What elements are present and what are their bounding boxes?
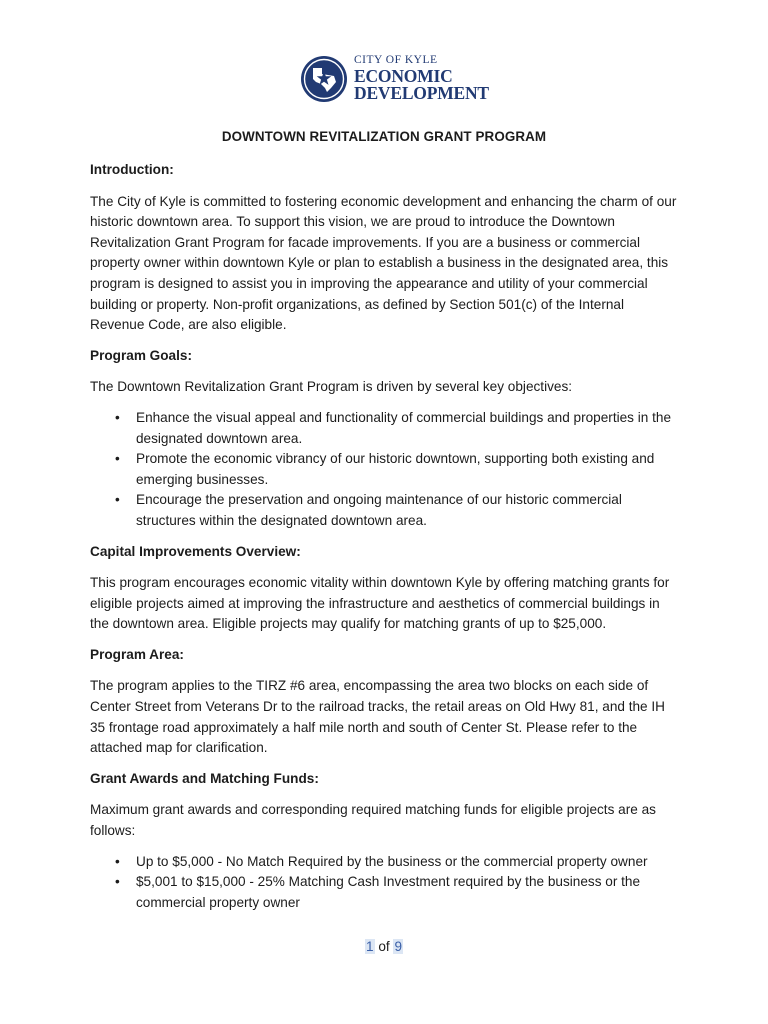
grant-awards-heading: Grant Awards and Matching Funds: bbox=[90, 770, 319, 786]
total-page-number[interactable]: 9 bbox=[394, 939, 403, 954]
logo-economic-line: ECONOMIC bbox=[354, 65, 453, 86]
page-of-label: of bbox=[378, 939, 390, 954]
page-indicator bbox=[0, 939, 768, 954]
introduction-paragraph: The City of Kyle is committed to fostering economic development and enhancing the charm of our historic downtown area. To support this vision, we are proud to introduce the Downtown Revitalization Grant Program for facade improvements. If you are a business or commercial property owner within downtown Kyle or plan to establish a business in the designated area, this program is designed to assist you in improving the appearance and utility of your commercial building or property. Non-profit organizations, as defined by Section 501(c) of the Internal Revenue Code, are also eligible. bbox=[90, 193, 677, 333]
program-goals-intro: The Downtown Revitalization Grant Program is driven by several key objectives: bbox=[90, 379, 573, 395]
program-area-paragraph: The program applies to the TIRZ #6 area, encompassing the area two blocks on each side of Center Street from Veterans Dr to the railroad tracks, the retail areas on Old Hwy 81, and the IH 35 frontage road approximately a half mile north and south of Center St. Please refer to the attached map for clarification. bbox=[90, 678, 665, 756]
logo-city-line: CITY OF KYLE bbox=[354, 54, 438, 67]
grant-awards-intro: Maximum grant awards and corresponding required matching funds for eligible projects are as follows: bbox=[90, 802, 656, 839]
list-item: • Promote the economic vibrancy of our historic downtown, supporting both existing and emerging businesses. bbox=[90, 449, 680, 490]
program-goals-heading: Program Goals: bbox=[90, 347, 192, 363]
grant-awards-list bbox=[90, 852, 680, 914]
program-area-heading: Program Area: bbox=[90, 646, 184, 662]
list-item: • Enhance the visual appeal and functionality of commercial buildings and properties in the designated downtown area. bbox=[90, 408, 680, 449]
current-page-number[interactable]: 1 bbox=[365, 939, 374, 954]
logo-development-line: DEVELOPMENT bbox=[354, 83, 489, 104]
city-logo bbox=[300, 54, 489, 104]
page-title: DOWNTOWN REVITALIZATION GRANT PROGRAM bbox=[221, 129, 547, 144]
introduction-heading: Introduction: bbox=[90, 162, 174, 177]
capital-improvements-heading: Capital Improvements Overview: bbox=[90, 543, 301, 559]
program-goals-list bbox=[90, 408, 680, 532]
list-item: • Encourage the preservation and ongoing maintenance of our historic commercial structures within the designated downtown area. bbox=[90, 490, 680, 531]
list-item: • Up to $5,000 - No Match Required by the business or the commercial property owner bbox=[90, 852, 680, 873]
list-item: • $5,001 to $15,000 - 25% Matching Cash Investment required by the business or the commercial property owner bbox=[90, 872, 680, 913]
capital-improvements-paragraph: This program encourages economic vitality within downtown Kyle by offering matching grants for eligible projects aimed at improving the infrastructure and aesthetics of commercial buildings in the downtown area. Eligible projects may qualify for matching grants of up to $25,000. bbox=[90, 575, 670, 632]
document-body bbox=[90, 160, 680, 923]
texas-star-seal-icon bbox=[300, 55, 348, 103]
